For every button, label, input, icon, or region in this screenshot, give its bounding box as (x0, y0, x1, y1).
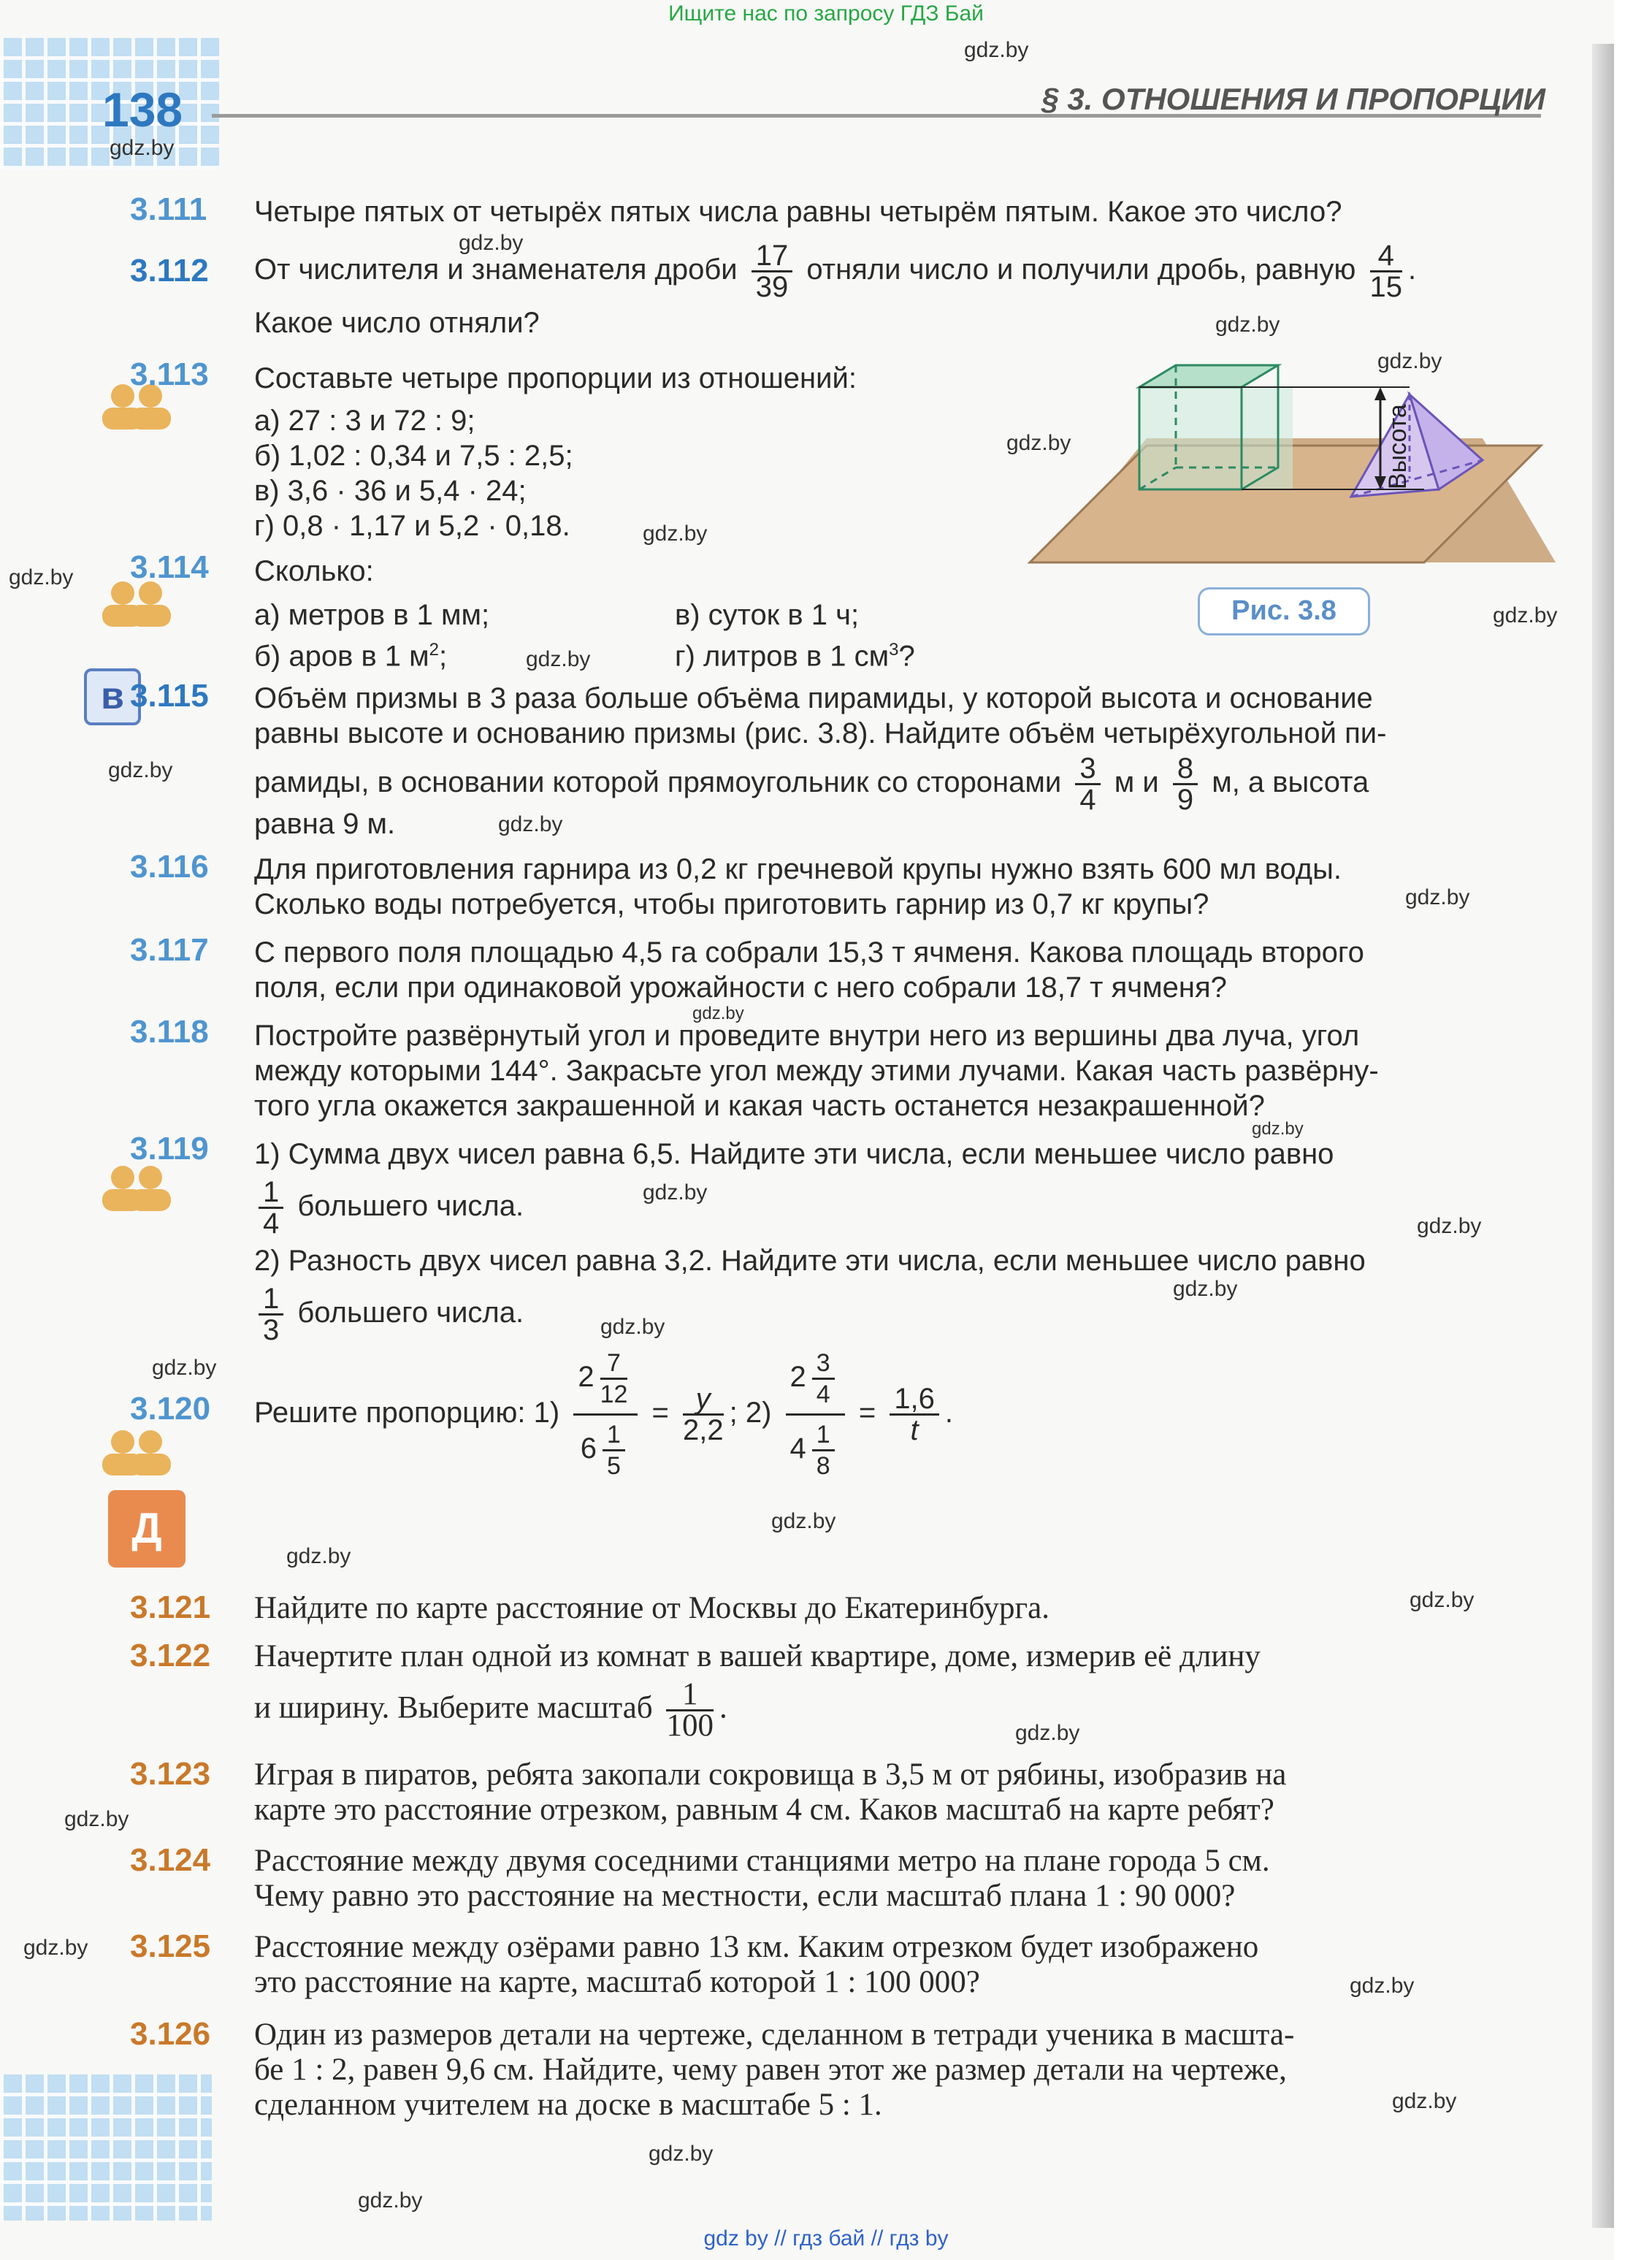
problem-text: Какое число отняли? (254, 307, 540, 339)
watermark: gdz.by (600, 1315, 665, 1339)
problem-text: Начертите план одной из комнат в вашей квартире, доме, измерив её длину (254, 1639, 1261, 1673)
watermark: gdz.by (459, 231, 524, 255)
height-label: Высота (1384, 404, 1412, 489)
problem-number: 3.126 (130, 2016, 211, 2052)
watermark: gdz.by (1392, 2089, 1457, 2113)
problem-text: это расстояние на карте, масштаб которой 1 : 100 000? (254, 1965, 980, 1999)
watermark: gdz.by (1173, 1277, 1238, 1301)
watermark: gdz.by (649, 2142, 714, 2166)
problem-item: в) 3,6 · 36 и 5,4 · 24; (254, 475, 527, 507)
watermark: gdz.by (110, 136, 175, 160)
problem-number: 3.114 (130, 549, 209, 585)
problem-text: Найдите по карте расстояние от Москвы до Екатеринбурга. (254, 1591, 1049, 1625)
problem-number: 3.115 (130, 678, 209, 714)
watermark: gdz.by (1410, 1588, 1475, 1612)
problem-number: 3.111 (130, 191, 207, 227)
figure-caption: Рис. 3.8 (1198, 587, 1370, 635)
figure-prism-pyramid (1015, 343, 1570, 584)
problem-text: Расстояние между двумя соседними станциями метро на плане города 5 см. (254, 1844, 1270, 1878)
page-gutter (1592, 44, 1614, 2228)
problem-text: $\frac{1}{4}$ большего числа. (259, 1177, 524, 1238)
problem-text: Постройте развёрнутый угол и проведите внутри него из вершины два луча, угол (254, 1020, 1360, 1052)
problem-text: поля, если при одинаковой урожайности с него собрали 18,7 т ячменя? (254, 971, 1227, 1004)
problem-number: 3.123 (130, 1756, 211, 1792)
problem-text: карте это расстояние отрезком, равным 4 см. Каков масштаб на карте ребят? (254, 1793, 1274, 1827)
fraction: $\frac{8}{9}$ (1173, 754, 1198, 814)
problem-text: Играя в пиратов, ребята закопали сокровища в 3,5 м от рябины, изобразив на (254, 1757, 1287, 1792)
problem-text: рамиды, в основании которой прямоугольник со сторонами $\frac{3}{4}$ м и $\frac{8}{9}$ м, а высота (254, 752, 1369, 816)
watermark: gdz.by (964, 38, 1029, 62)
watermark: gdz.by (498, 812, 563, 836)
problem-text: $\frac{1}{3}$ большего числа. (259, 1284, 524, 1345)
problem-text: 2) Разность двух чисел равна 3,2. Найдите эти числа, если меньшее число равно (254, 1245, 1366, 1277)
problem-number: 3.116 (130, 849, 209, 885)
problem-number: 3.122 (130, 1638, 211, 1673)
watermark: gdz.by (1405, 885, 1470, 909)
problem-text: Для приготовления гарнира из 0,2 кг гречневой крупы нужно взять 600 мл воды. (254, 853, 1342, 885)
problem-item: г) 0,8 · 1,17 и 5,2 · 0,18. (254, 510, 570, 542)
fraction: 2 $\frac{3}{4}$ 4 $\frac{1}{8}$ (786, 1348, 845, 1481)
homework-puzzle-icon: Д (108, 1490, 186, 1568)
page-number: 138 (102, 83, 183, 137)
problem-number: 3.121 (130, 1589, 211, 1625)
problem-item: б) аров в 1 $м^2$; (254, 640, 448, 673)
watermark: gdz.by (526, 647, 591, 671)
problem-text: 1) Сумма двух чисел равна 6,5. Найдите эти числа, если меньшее число равно (254, 1138, 1334, 1170)
problem-text: Объём призмы в 3 раза больше объёма пирамиды, у которой высота и основание (254, 682, 1373, 714)
problem-text: равна 9 м. (254, 808, 396, 840)
watermark: gdz.by (1493, 603, 1558, 627)
watermark: gdz.by (1350, 1974, 1415, 1998)
problem-text: Один из размеров детали на чертеже, сделанном в тетради ученика в масшта- (254, 2017, 1295, 2052)
problem-text: равны высоте и основанию призмы (рис. 3.8). Найдите объём четырёхугольной пи- (254, 717, 1387, 749)
watermark: gdz.by (771, 1509, 836, 1533)
fraction: 2 $\frac{7}{12}$ 6 $\frac{1}{5}$ (573, 1348, 638, 1481)
watermark: gdz.by (1252, 1119, 1304, 1139)
problem-text: Сколько воды потребуется, чтобы приготовить гарнир из 0,7 кг крупы? (254, 888, 1209, 920)
watermark: gdz.by (152, 1356, 217, 1380)
problem-number: 3.113 (130, 356, 209, 392)
problem-text: того угла окажется закрашенной и какая часть останется незакрашенной? (254, 1090, 1265, 1122)
problem-text: Четыре пятых от четырёх пятых числа равны четырём пятым. Какое это число? (254, 196, 1342, 228)
problem-number: 3.124 (130, 1842, 211, 1878)
watermark: gdz.by (286, 1544, 351, 1568)
bottom-notice: gdz by // гдз бай // гдз by (703, 2226, 949, 2251)
fraction: $\frac{y}{2,2}$ (683, 1382, 724, 1446)
watermark: gdz.by (1417, 1214, 1482, 1238)
problem-text: сделанном учителем на доске в масштабе 5 : 1. (254, 2088, 882, 2122)
watermark: gdz.by (692, 1004, 744, 1023)
proportion-equations: Решите пропорцию: 1) 2 $\frac{7}{12}$ 6 $\frac{1}{5}$ = $\frac{y}{2,2}$ ; 2) 2 $\frac{3}{4}$ 4 $\frac{1}{8}$ = $\frac{1,6}{t}$ . (254, 1348, 954, 1480)
problem-number: 3.120 (130, 1391, 211, 1427)
fraction: $\frac{17}{39}$ (752, 241, 793, 302)
problem-text: С первого поля площадью 4,5 га собрали 15,3 т ячменя. Какова площадь второго (254, 936, 1364, 969)
watermark: gdz.by (23, 1936, 88, 1960)
watermark: gdz.by (1377, 349, 1442, 373)
watermark: gdz.by (1215, 313, 1280, 337)
problem-number: 3.119 (130, 1131, 209, 1167)
corner-grid-bottom (0, 2074, 212, 2221)
watermark: gdz.by (108, 758, 173, 782)
problem-item: б) 1,02 : 0,34 и 7,5 : 2,5; (254, 440, 573, 472)
problem-item: а) 27 : 3 и 72 : 9; (254, 405, 475, 437)
watermark: gdz.by (643, 1180, 708, 1205)
problem-item: а) метров в 1 мм; (254, 599, 490, 631)
fraction: $\frac{1}{100}$ (666, 1677, 714, 1743)
watermark: gdz.by (1015, 1721, 1080, 1745)
problem-text: Расстояние между озёрами равно 13 км. Каким отрезком будет изображено (254, 1930, 1259, 1964)
top-notice: Ищите нас по запросу ГДЗ Бай (668, 1, 984, 26)
fraction: $\frac{1}{3}$ (259, 1284, 283, 1345)
problem-text: Сколько: (254, 555, 374, 587)
fraction: $\frac{1,6}{t}$ (890, 1384, 939, 1445)
problem-text: и ширину. Выберите масштаб $\frac{1}{100}$ . (254, 1677, 727, 1743)
watermark: gdz.by (1006, 431, 1071, 455)
problem-number: 3.118 (130, 1014, 209, 1050)
problem-item: г) литров в 1 $см^3$? (675, 640, 915, 673)
pair-work-icon (95, 1161, 175, 1213)
problem-number: 3.117 (130, 932, 209, 968)
watermark: gdz.by (9, 565, 74, 589)
fraction: $\frac{3}{4}$ (1075, 754, 1100, 814)
fraction: $\frac{4}{15}$ (1369, 240, 1403, 303)
section-title: § 3. ОТНОШЕНИЯ И ПРОПОРЦИИ (1041, 82, 1545, 116)
watermark: gdz.by (358, 2188, 423, 2213)
watermark: gdz.by (64, 1807, 129, 1831)
problem-item: в) суток в 1 ч; (675, 599, 860, 631)
computation-icon: в (84, 668, 141, 725)
fraction: $\frac{1}{4}$ (259, 1177, 283, 1238)
problem-text: Составьте четыре пропорции из отношений: (254, 362, 857, 394)
problem-number: 3.112 (130, 253, 209, 289)
problem-text: бе 1 : 2, равен 9,6 см. Найдите, чему равен этот же размер детали на чертеже, (254, 2053, 1287, 2087)
problem-text: между которыми 144°. Закрасьте угол между этими лучами. Какая часть развёрну- (254, 1055, 1379, 1087)
problem-text: От числителя и знаменателя дроби $\frac{17}{39}$ отняли число и получили дробь, равную $\frac{4}{15}$ . (254, 240, 1417, 303)
problem-number: 3.125 (130, 1928, 211, 1964)
pair-work-icon (95, 1426, 175, 1477)
watermark: gdz.by (643, 522, 708, 546)
problem-text: Чему равно это расстояние на местности, если масштаб плана 1 : 90 000? (254, 1879, 1236, 1913)
